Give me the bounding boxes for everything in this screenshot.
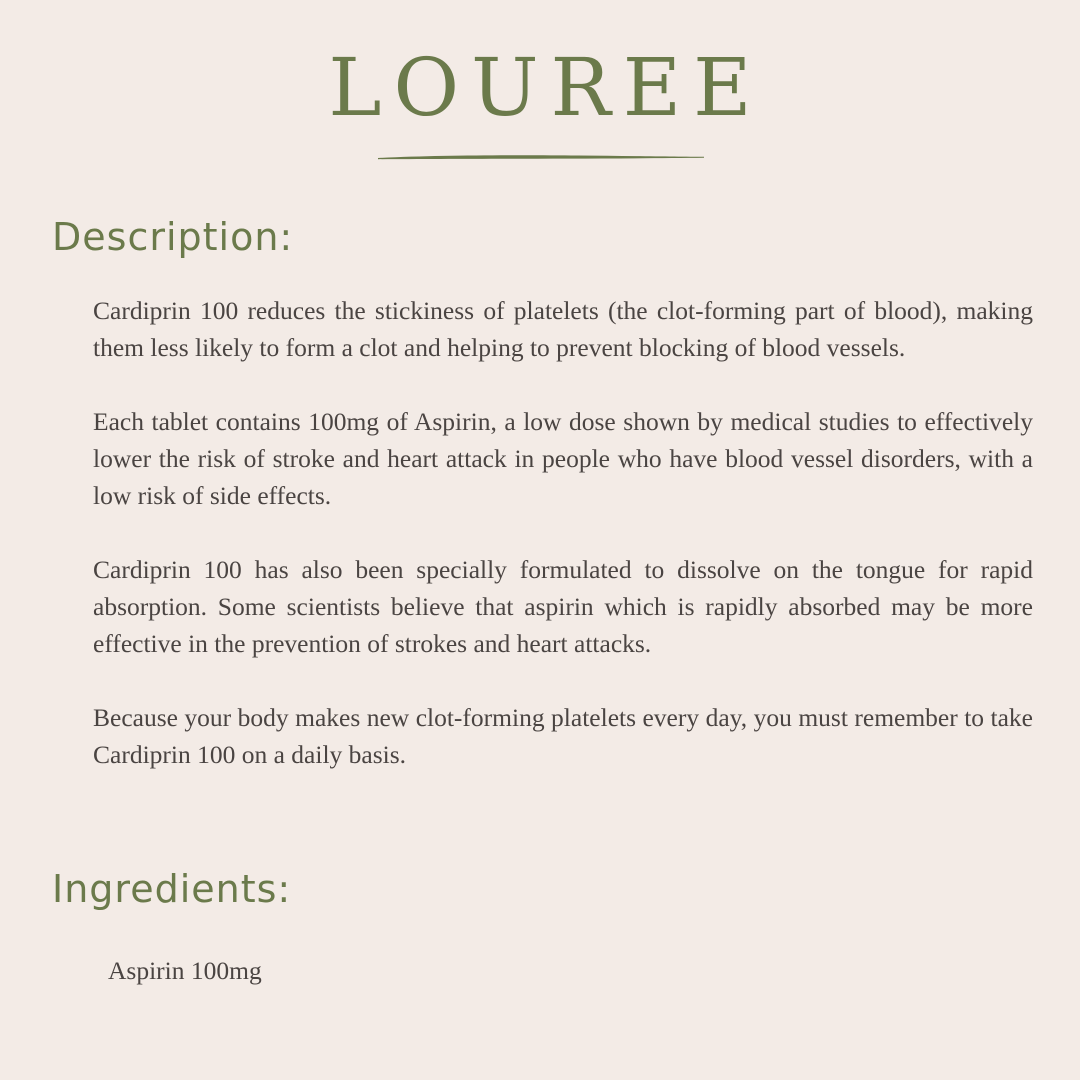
ingredients-heading: Ingredients: <box>52 867 292 911</box>
description-paragraph: Because your body makes new clot-forming platelets every day, you must remember to take Cardiprin 100 on a daily basis. <box>93 703 1033 769</box>
description-heading: Description: <box>52 215 294 259</box>
description-body <box>93 292 1033 810</box>
ingredient-item: Aspirin 100mg <box>108 956 262 985</box>
ingredients-list <box>108 952 262 989</box>
description-paragraph: Cardiprin 100 has also been specially formulated to dissolve on the tongue for rapid absorption. Some scientists believe that aspirin which is rapidly absorbed may be more effective in the prevention of strokes and heart attacks. <box>93 555 1033 658</box>
description-paragraph: Cardiprin 100 reduces the stickiness of platelets (the clot-forming part of blood), making them less likely to form a clot and helping to prevent blocking of blood vessels. <box>93 296 1033 362</box>
logo-underline <box>378 152 704 162</box>
description-paragraph: Each tablet contains 100mg of Aspirin, a low dose shown by medical studies to effectively lower the risk of stroke and heart attack in people who have blood vessel disorders, with a low risk of side effects. <box>93 407 1033 510</box>
brand-logo: LOUREE <box>328 41 764 134</box>
